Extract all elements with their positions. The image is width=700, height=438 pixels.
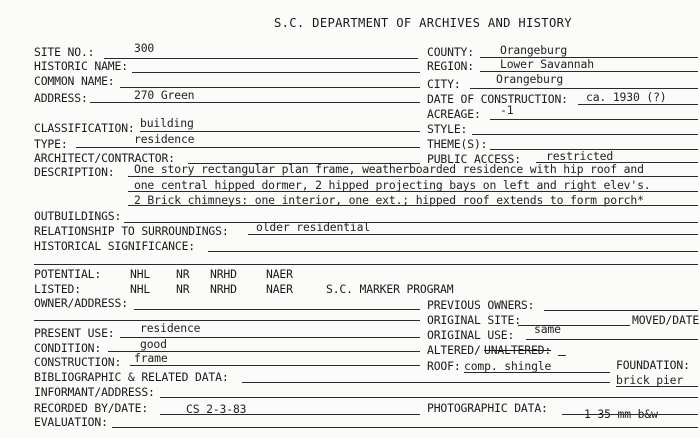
classification-label: CLASSIFICATION: — [34, 121, 135, 135]
description-underline-2 — [128, 191, 698, 192]
potential-nrhd: NRHD — [210, 267, 237, 281]
date-of-construction-label: DATE OF CONSTRUCTION: — [427, 92, 568, 106]
owner-address-line-2 — [34, 320, 420, 321]
unaltered-label: UNALTERED: — [484, 343, 552, 357]
historical-significance-line — [208, 251, 698, 252]
type-line — [76, 147, 420, 148]
construction-label: CONSTRUCTION: — [34, 355, 122, 369]
region-value: Lower Savannah — [500, 57, 594, 71]
altered-label: ALTERED/ — [427, 343, 481, 357]
foundation-line — [616, 386, 698, 387]
city-label: CITY: — [427, 77, 461, 91]
address-line — [90, 102, 420, 103]
roof-label: ROOF: — [427, 359, 461, 373]
themes-label: THEME(S): — [427, 137, 488, 151]
informant-address-label: INFORMANT/ADDRESS: — [34, 385, 155, 399]
evaluation-label: EVALUATION: — [34, 415, 108, 429]
date-of-construction-line — [578, 104, 698, 105]
potential-naer: NAER — [266, 267, 293, 281]
address-label: ADDRESS: — [34, 91, 88, 105]
present-use-value: residence — [140, 321, 201, 335]
listed-nrhd: NRHD — [210, 282, 237, 296]
recorded-by-date-value: CS 2-3-83 — [186, 402, 247, 416]
relationship-value: older residential — [256, 220, 371, 234]
roof-line — [464, 372, 610, 373]
construction-line — [130, 365, 420, 366]
photographic-data-line — [562, 414, 698, 415]
photographic-data-label: PHOTOGRAPHIC DATA: — [427, 401, 548, 415]
owner-address-label: OWNER/ADDRESS: — [34, 296, 128, 310]
address-value: 270 Green — [134, 88, 195, 102]
outbuildings-line — [124, 222, 698, 223]
recorded-by-date-line — [160, 414, 420, 415]
common-name-label: COMMON NAME: — [34, 74, 115, 88]
relationship-line — [248, 234, 698, 235]
site-no-label: SITE NO.: — [34, 45, 95, 59]
potential-label: POTENTIAL: — [34, 267, 102, 281]
outbuildings-label: OUTBUILDINGS: — [34, 209, 122, 223]
condition-label: CONDITION: — [34, 341, 102, 355]
foundation-label: FOUNDATION: — [616, 358, 690, 372]
description-underline-1 — [128, 176, 698, 177]
altered-line — [558, 355, 566, 356]
listed-nr: NR — [176, 282, 190, 296]
informant-address-line — [160, 397, 698, 398]
city-line — [470, 88, 698, 89]
style-line — [472, 134, 698, 135]
foundation-value: brick pier — [616, 373, 684, 387]
description-line-3: 2 Brick chimneys: one interior, one ext.; hipped roof extends to form porch* — [134, 193, 644, 207]
owner-address-line — [134, 309, 420, 310]
historic-name-line — [132, 72, 420, 73]
public-access-label: PUBLIC ACCESS: — [427, 152, 521, 166]
recorded-by-date-label: RECORDED BY/DATE: — [34, 401, 149, 415]
acreage-line — [490, 119, 698, 120]
condition-value: good — [140, 337, 167, 351]
type-label: TYPE: — [34, 137, 68, 151]
description-underline-3 — [128, 205, 698, 206]
original-use-label: ORIGINAL USE: — [427, 328, 515, 342]
acreage-label: ACREAGE: — [427, 107, 481, 121]
relationship-label: RELATIONSHIP TO SURROUNDINGS: — [34, 224, 229, 238]
site-no-line — [104, 58, 418, 59]
style-label: STYLE: — [427, 122, 468, 136]
original-use-line — [526, 339, 698, 340]
historical-significance-label: HISTORICAL SIGNIFICANCE: — [34, 239, 195, 253]
bibliographic-label: BIBLIOGRAPHIC & RELATED DATA: — [34, 370, 229, 384]
potential-nr: NR — [176, 267, 190, 281]
evaluation-line — [112, 427, 698, 428]
original-site-label: ORIGINAL SITE: — [427, 313, 521, 327]
description-line-2: one central hipped dormer, 2 hipped projecting bays on left and right elev's. — [134, 178, 651, 192]
previous-owners-label: PREVIOUS OWNERS: — [427, 298, 535, 312]
photographic-data-value: 1 35 mm b&w — [584, 407, 658, 421]
potential-nhl: NHL — [130, 267, 151, 281]
marker-program-label: S.C. MARKER PROGRAM — [326, 282, 454, 296]
description-line-1: One story rectangular plan frame, weatherboarded residence with hip roof and — [134, 162, 644, 176]
date-of-construction-value: ca. 1930 (?) — [586, 90, 667, 104]
acreage-value: -1 — [500, 103, 514, 117]
listed-nhl: NHL — [130, 282, 151, 296]
original-use-value: same — [534, 322, 561, 336]
previous-owners-line — [544, 310, 698, 311]
type-value: residence — [134, 132, 195, 146]
present-use-label: PRESENT USE: — [34, 326, 115, 340]
page-title: S.C. DEPARTMENT OF ARCHIVES AND HISTORY — [274, 16, 572, 30]
city-value: Orangeburg — [496, 72, 564, 86]
historic-name-label: HISTORIC NAME: — [34, 59, 128, 73]
classification-value: building — [140, 116, 194, 130]
architect-contractor-label: ARCHITECT/CONTRACTOR: — [34, 151, 175, 165]
region-label: REGION: — [427, 59, 474, 73]
county-label: COUNTY: — [427, 45, 474, 59]
listed-label: LISTED: — [34, 282, 81, 296]
description-label: DESCRIPTION: — [34, 165, 115, 179]
county-value: Orangeburg — [500, 43, 568, 57]
site-no-value: 300 — [134, 41, 155, 55]
public-access-value: restricted — [546, 149, 614, 163]
listed-naer: NAER — [266, 282, 293, 296]
moved-date-label: MOVED/DATE — [632, 313, 700, 327]
bibliographic-line — [242, 382, 610, 383]
roof-value: comp. shingle — [464, 359, 552, 373]
construction-value: frame — [134, 351, 168, 365]
section-divider — [34, 264, 698, 265]
